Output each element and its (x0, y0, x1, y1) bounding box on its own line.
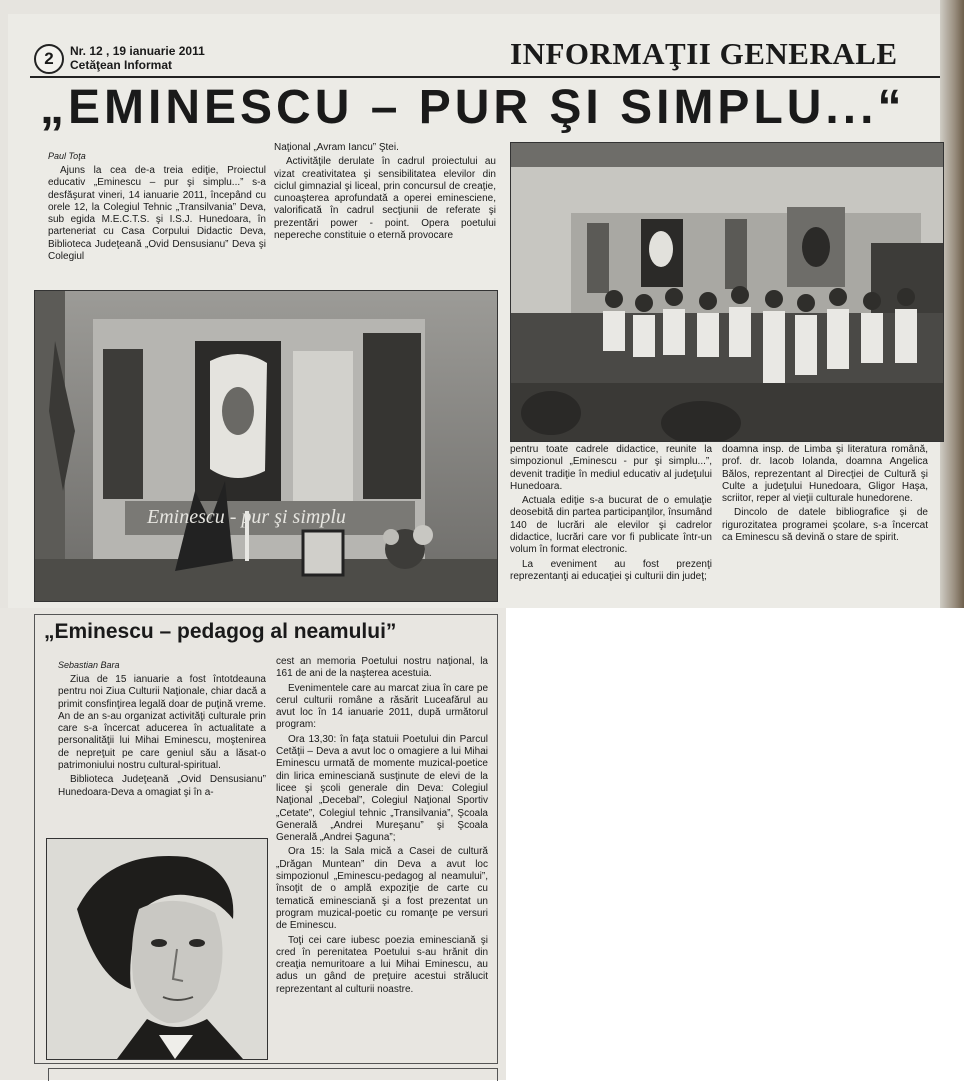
paragraph: Evenimentele care au marcat ziua în care pe cerul culturii române a răsărit Luceafărul au avut loc în 14 ianuarie 2011, după următorul program: (276, 682, 488, 731)
paragraph: Ziua de 15 ianuarie a fost întotdeauna pentru noi Ziua Culturii Naţionale, chiar dacă a primit consfinţirea legală doar de puţină vreme. An de an s-au organizat activităţi culturale prin care s-a încercat aducerea în actualitate a personalităţii lui Mihai Eminescu, moştenirea de nepreţuit pe care geniul său a lăsat-o patrimoniului nostru cultural-spiritual. (58, 674, 266, 772)
issue-date: Nr. 12 , 19 ianuarie 2011 (70, 44, 205, 58)
paragraph: Ora 13,30: în faţa statuii Poetului din Parcul Cetăţii – Deva a avut loc o omagiere a lui Mihai Eminescu urmată de momente muzical-poetice din lirica eminesciană susţinute de elevi de la licee şi şcoli generale din Deva: Colegiul Naţional „Decebal”, Colegiul Naţional Sportiv „Cetate”, Colegiul tehnic „Transilvania”, Şcoala Generală „Andrei Mureşanu” şi Şcoala Generală „Andrei Şaguna”; (276, 733, 488, 844)
section-title: INFORMAŢII GENERALE (510, 36, 898, 71)
publication-name: Cetăţean Informat (70, 58, 173, 72)
article2-column-2 (276, 656, 488, 998)
paragraph: La eveniment au fost prezenţi reprezentanţi ai educaţiei şi culturii din judeţ; (510, 558, 712, 582)
article2-title: „Eminescu – pedagog al neamului” (44, 620, 397, 643)
next-article-frame (48, 1068, 498, 1081)
byline: Paul Toţa (48, 151, 86, 161)
exhibition-photo-image (35, 291, 497, 601)
article1-column-2 (274, 142, 496, 244)
paragraph: Activităţile derulate în cadrul proiectului au vizat creativitatea şi sensibilitatea elevilor din ciclul gimnazial şi liceal, prin concursul de creaţie, cunoaşterea aprofundată a operei eminesciene, valorificată în cadrul secţiunii de referate şi prezentări power - point. Opera poetului nepereche constituie o eternă provocare (274, 156, 496, 242)
paragraph: Biblioteca Judeţeană „Ovid Densusianu” Hunedoara-Deva a omagiat şi în a- (58, 774, 266, 798)
paragraph: Ora 15: la Sala mică a Casei de cultură „Drăgan Muntean” din Deva a avut loc simpozionul „Eminescu-pedagog al neamului”, însoţit de o amplă expoziţie de carte cu tematică eminesciană şi a fost prezentat un program muzical-poetic cu romanţe pe versuri de Eminescu. (276, 846, 488, 932)
paragraph: Actuala ediţie s-a bucurat de o emulaţie deosebită din partea participanţilor, însumând 140 de lucrări ale elevilor şi cadrelor didactice, lucrări care vor fi publicate într-un volum în format electronic. (510, 495, 712, 556)
choir-photo (510, 142, 944, 442)
issue-info (70, 44, 205, 72)
article1-column-4 (722, 444, 928, 546)
paragraph: Toţi cei care iubesc poezia eminesciană şi cred în perenitatea Poetului s-au hrănit din creaţia nemuritoare a lui Mihai Eminescu, au adus un gând de preţuire acestui strălucit reprezentant al culturii noastre. (276, 934, 488, 995)
paragraph: Dincolo de datele bibliografice şi de rigurozitatea programei şcolare, s-a încercat ca Eminescu să devină o stare de spirit. (722, 507, 928, 544)
paragraph: pentru toate cadrele didactice, reunite la simpozionul „Eminescu - pur şi simplu...”, devenit tradiţie în mediul educativ al judeţului Hunedoara. (510, 444, 712, 492)
article1-column-3 (510, 444, 712, 585)
banner-text: Eminescu - pur şi simplu (147, 506, 346, 528)
article2-byline: Sebastian Bara (58, 660, 120, 670)
choir-photo-image (511, 143, 943, 441)
eminescu-portrait (46, 838, 268, 1060)
header-rule (30, 76, 940, 78)
article1-column-1 (48, 165, 266, 265)
page-number: 2 (34, 44, 64, 74)
headline: „EMINESCU – PUR ŞI SIMPLU...“ (40, 81, 906, 134)
paragraph: Ajuns la cea de-a treia ediţie, Proiectul educativ „Eminescu – pur şi simplu...” s-a desfăşurat vineri, 14 ianuarie 2011, începând cu orele 12, la Colegiul Tehnic „Transilvania” Deva, sub egida M.E.C.T.S. şi I.S.J. Hunedoara, în parteneriat cu Casa Corpului Didactic Deva, Biblioteca Judeţeană „Ovid Densusianu” Deva şi Colegiul (48, 165, 266, 263)
paragraph: cest an memoria Poetului nostru naţional, la 161 de ani de la naşterea acestuia. (276, 656, 488, 680)
article2-column-1 (58, 674, 266, 801)
eminescu-portrait-image (47, 839, 267, 1059)
exhibition-photo (34, 290, 498, 602)
paragraph: Naţional „Avram Iancu” Ştei. (274, 142, 399, 153)
blank-area (506, 608, 964, 1080)
paragraph: doamna insp. de Limba şi literatura română, prof. dr. Iacob Iolanda, doamna Angelica Bălos, reprezentant al Direcţiei de Cultură şi Culte a judeţului Hunedoara, Gligor Haşa, scriitor, reper al vieţii culturale hunedorene. (722, 444, 928, 505)
